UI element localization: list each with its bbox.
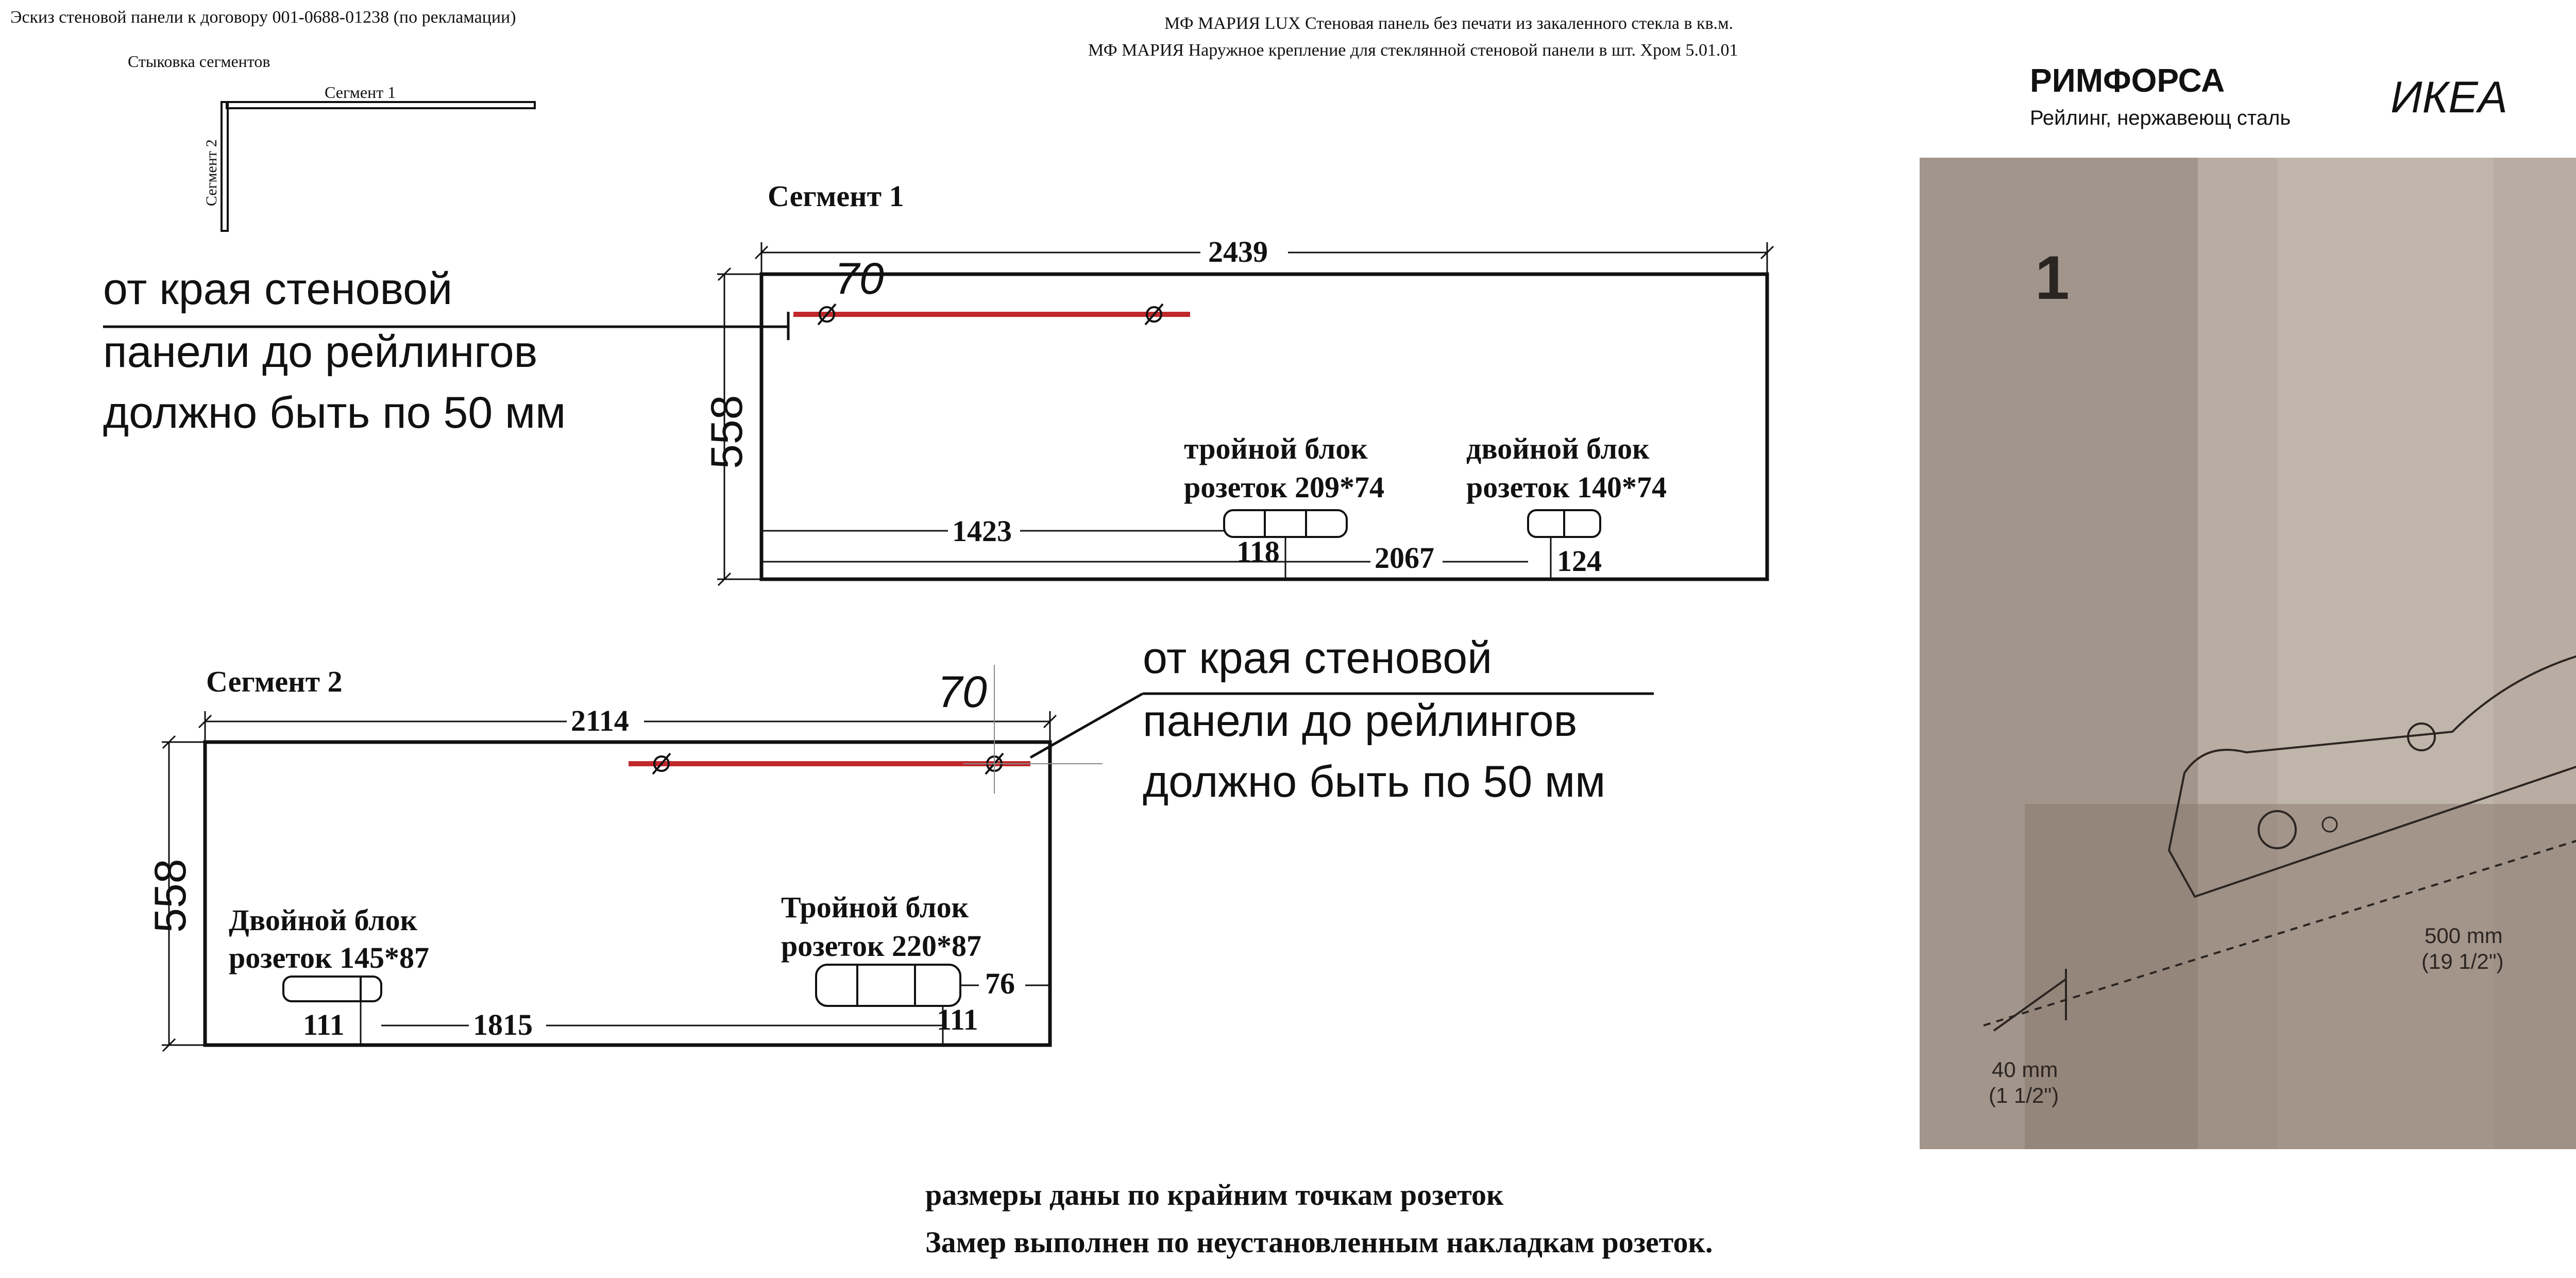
segment1-triple-label-2: розеток 209*74 — [1184, 470, 1384, 504]
spec-line-2: МФ МАРИЯ Наружное крепление для стеклянной стеновой панели в шт. Хром 5.01.01 — [1088, 41, 1738, 60]
segment2-double-label-1: Двойной блок — [229, 903, 418, 937]
segment1-title: Сегмент 1 — [768, 179, 904, 213]
segment1-width-label: 2439 — [1208, 235, 1268, 268]
segment2-dim-111-left: 111 — [303, 1008, 345, 1041]
segment2-double-label-2: розеток 145*87 — [229, 941, 429, 974]
photo-dim-500-mm: 500 mm — [2425, 923, 2503, 948]
footer-line-2: Замер выполнен по неустановленным накладкам розеток. — [925, 1225, 1713, 1259]
segment1-triple-socket — [1224, 510, 1347, 537]
segment2-triple-socket — [816, 965, 960, 1006]
note-2-line-2: панели до рейлингов — [1143, 696, 1578, 746]
segment2-dim-111-right: 111 — [937, 1003, 978, 1036]
note-2-line-1: от края стеновой — [1143, 633, 1493, 683]
spec-line-1: МФ МАРИЯ LUX Стеновая панель без печати из закаленного стекла в кв.м. — [1164, 14, 1734, 33]
segment1-dim-1423: 1423 — [952, 514, 1012, 548]
product-name: РИМФОРСА — [2030, 62, 2225, 99]
note-1-line-3: должно быть по 50 мм — [103, 388, 566, 438]
photo-dim-500-in: (19 1/2") — [2421, 949, 2504, 973]
segment2-rail — [629, 665, 1103, 794]
segment1-triple-label-1: тройной блок — [1184, 432, 1368, 465]
segment2-width-label: 2114 — [571, 704, 629, 737]
docking-diagram — [222, 102, 535, 231]
docking-title: Стыковка сегментов — [128, 52, 270, 71]
segment1-double-label-2: розеток 140*74 — [1466, 470, 1667, 504]
segment1-dim-2067: 2067 — [1375, 541, 1434, 575]
footer-line-1: размеры даны по крайним точкам розеток — [925, 1178, 1504, 1212]
segment1-dim-124: 124 — [1557, 544, 1602, 578]
note-1-line-2: панели до рейлингов — [103, 327, 538, 377]
segment1-double-label-1: двойной блок — [1466, 432, 1650, 465]
note-1-line-1: от края стеновой — [103, 264, 453, 314]
photo-step-number: 1 — [2035, 243, 2070, 312]
segment2-title: Сегмент 2 — [206, 665, 343, 698]
product-brand: ИКЕА — [2391, 73, 2507, 122]
instruction-photo — [1920, 158, 2576, 1149]
note-2-line-3: должно быть по 50 мм — [1143, 757, 1606, 806]
segment2-dim-76: 76 — [985, 967, 1015, 1000]
segment2-triple-label-2: розеток 220*87 — [781, 929, 981, 963]
segment2-double-socket — [283, 977, 381, 1001]
docking-segment2-label: Сегмент 2 — [203, 139, 220, 206]
sketch-title: Эскиз стеновой панели к договору 001-0688-01238 (по рекламации) — [10, 8, 516, 27]
segment2-dim-1815: 1815 — [473, 1008, 533, 1041]
photo-dim-40-in-left: (1 1/2") — [1989, 1083, 2059, 1107]
photo-dim-40-mm-left: 40 mm — [1992, 1057, 2058, 1082]
segment2-triple-label-1: Тройной блок — [781, 890, 969, 924]
segment2-rail-offset: 70 — [938, 667, 987, 717]
segment1-rail — [793, 304, 1190, 325]
docking-segment1-label: Сегмент 1 — [325, 83, 396, 102]
segment1-double-socket — [1528, 510, 1600, 537]
segment1-rail-offset: 70 — [835, 254, 884, 304]
segment1-dim-118: 118 — [1236, 535, 1280, 568]
product-subtitle: Рейлинг, нержавеющ сталь — [2030, 107, 2291, 129]
segment1-height-label: 558 — [702, 395, 752, 469]
segment2-height-label: 558 — [146, 859, 195, 933]
